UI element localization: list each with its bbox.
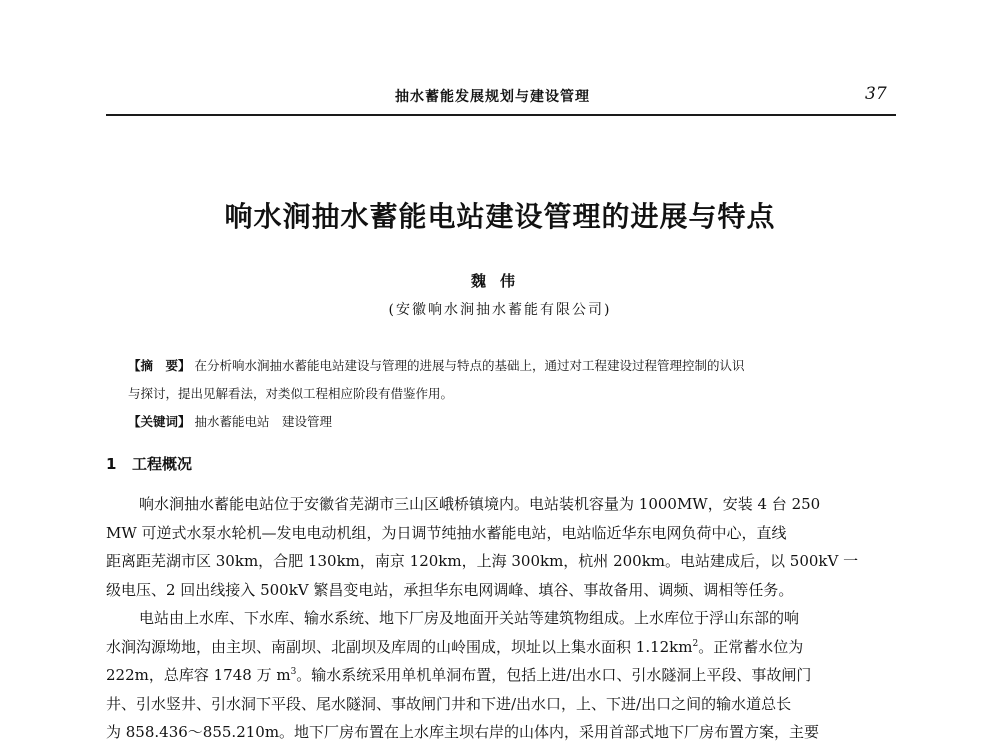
superscript-3: 3 xyxy=(290,667,297,677)
abstract-block xyxy=(128,352,880,380)
paragraph-2-line-3-text: 222m，总库容 1748 万 m xyxy=(106,666,291,684)
paragraph-2-line-2-text: 水涧沟源坳地，由主坝、南副坝、北副坝及库周的山岭围成，坝址以上集水面积 1.12km xyxy=(106,637,693,656)
article-title: 响水涧抽水蓄能电站建设管理的进展与特点 xyxy=(224,200,776,233)
paragraph-2-line-4: 井、引水竖井、引水洞下平段、尾水隧洞、事故闸门井和下进/出水口，上、下进/出口之间的输水道总长 xyxy=(106,694,792,713)
author-affiliation: (安徽响水涧抽水蓄能有限公司) xyxy=(388,302,612,318)
paragraph-2-line-2 xyxy=(106,633,896,662)
paragraph-2-line-2-tail: 。正常蓄水位为 xyxy=(698,637,804,656)
abstract-text-2: 与探讨，提出见解看法，对类似工程相应阶段有借鉴作用。 xyxy=(128,386,454,401)
keywords-tag: 【关键词】 xyxy=(128,414,191,429)
paragraph-2 xyxy=(106,604,896,747)
abstract-block-continued xyxy=(128,380,880,408)
paragraph-2-line-3 xyxy=(106,661,896,690)
page-number: 37 xyxy=(865,84,887,104)
journal-section-title: 抽水蓄能发展规划与建设管理 xyxy=(395,89,590,105)
section-title-text: 工程概况 xyxy=(132,455,193,473)
abstract-line-1 xyxy=(128,352,880,380)
abstract-tag: 【摘 要】 xyxy=(128,358,191,373)
paragraph-2-line-3-tail: 。输水系统采用单机单洞布置，包括上进/出水口、引水隧洞上平段、事故闸门 xyxy=(296,666,812,684)
paragraph-2-line-5: 为 858.436～855.210m。地下厂房布置在上水库主坝右岸的山体内，采用首部式地下厂房布置方案，主要 xyxy=(106,723,820,741)
keywords-block xyxy=(128,412,880,432)
paragraph-2-line-1: 电站由上水库、下水库、输水系统、地下厂房及地面开关站等建筑物组成。上水库位于浮山东部的响 xyxy=(139,609,800,627)
paragraph-1-line-4: 级电压、2 回出线接入 500kV 繁昌变电站，承担华东电网调峰、填谷、事故备用、调频、调相等任务。 xyxy=(106,580,794,599)
section-number: 1 xyxy=(106,455,117,473)
section-heading xyxy=(106,453,192,474)
superscript-2: 2 xyxy=(692,638,699,649)
author-name: 魏伟 xyxy=(470,272,529,290)
paragraph-1-line-2: MW 可逆式水泵水轮机—发电电动机组，为日调节纯抽水蓄能电站，电站临近华东电网负荷中心，直线 xyxy=(106,523,787,542)
running-header xyxy=(0,86,1000,108)
header-rule xyxy=(106,114,896,116)
paragraph-1-line-1: 响水涧抽水蓄能电站位于安徽省芜湖市三山区峨桥镇境内。电站装机容量为 1000MW，安装 4 台 250 xyxy=(139,495,821,513)
abstract-text-1: 在分析响水涧抽水蓄能电站建设与管理的进展与特点的基础上，通过对工程建设过程管理控制的认识 xyxy=(194,358,745,373)
paragraph-1 xyxy=(106,490,896,604)
paragraph-1-line-3: 距离距芜湖市区 30km，合肥 130km，南京 120km，上海 300km，杭州 200km。电站建成后，以 500kV 一 xyxy=(106,552,859,570)
keywords-text: 抽水蓄能电站 建设管理 xyxy=(194,414,333,429)
